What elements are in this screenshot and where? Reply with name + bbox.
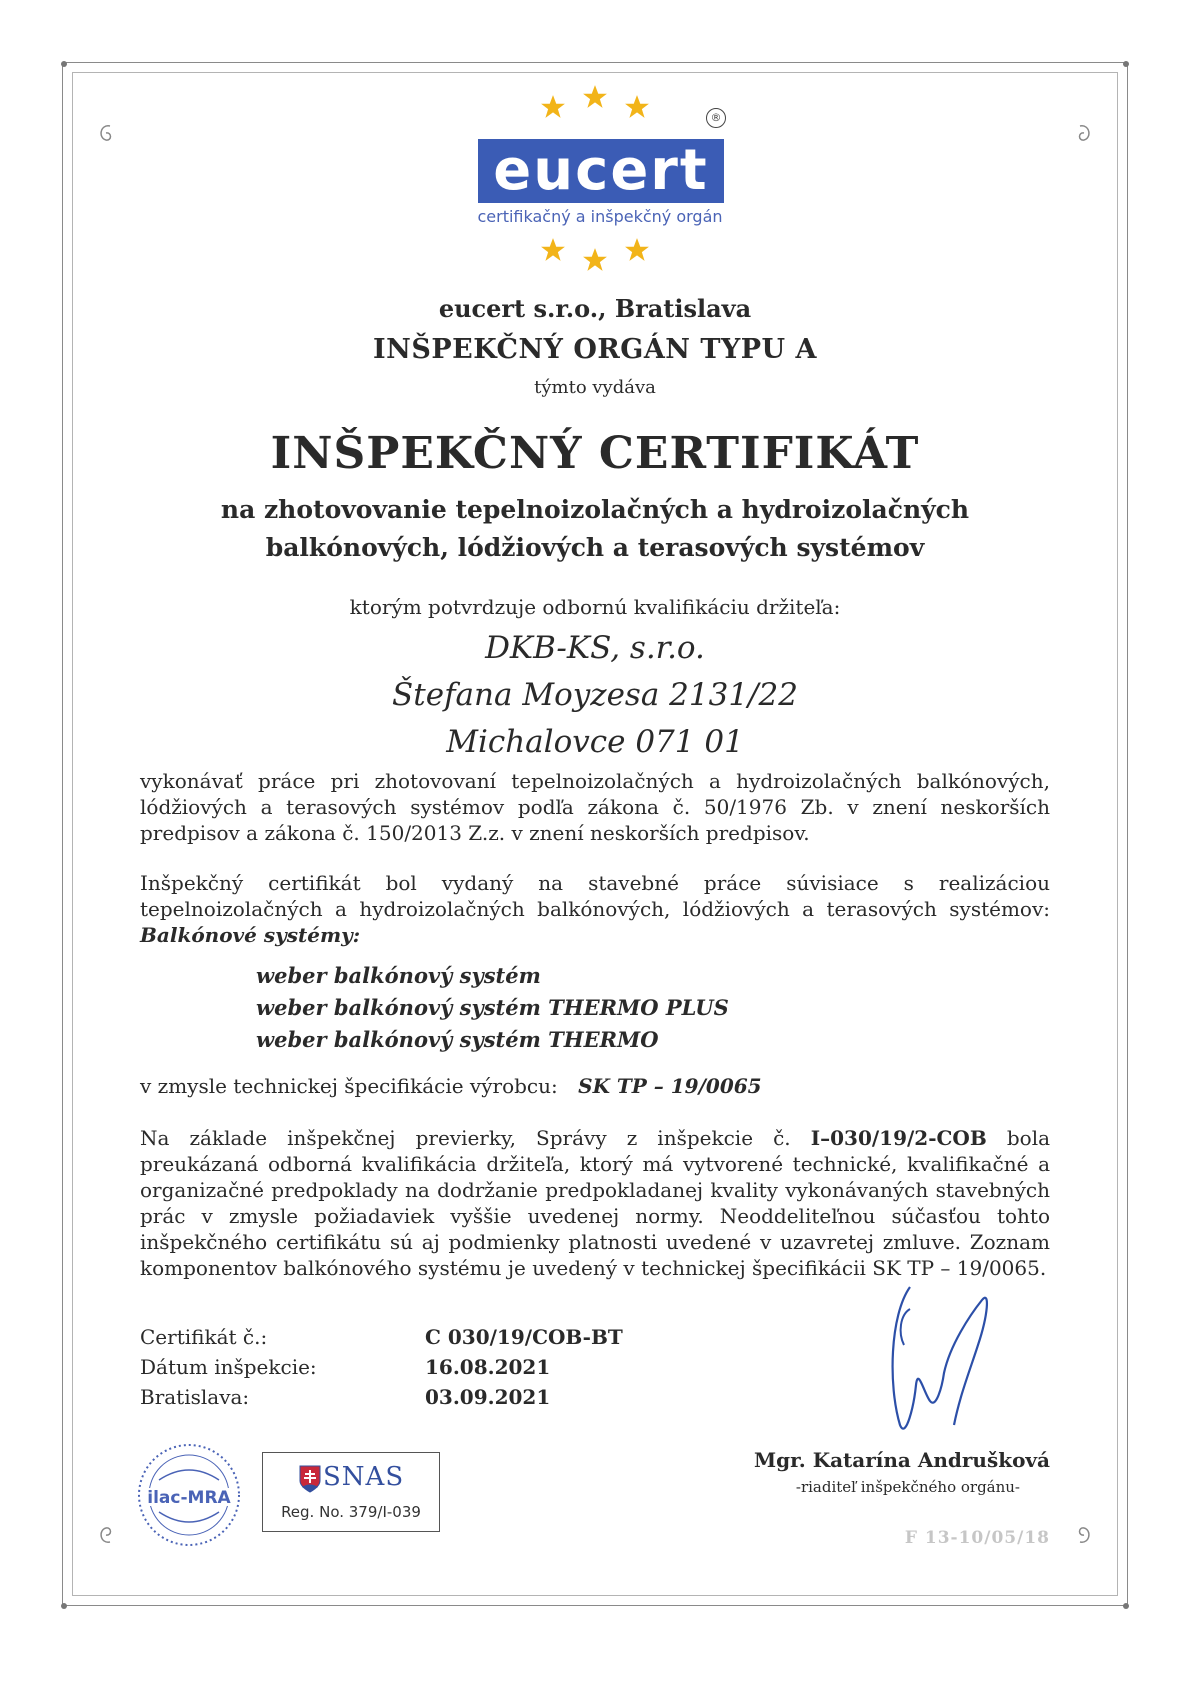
inspection-date-value: 16.08.2021 xyxy=(425,1355,551,1379)
signer-role: -riaditeľ inšpekčného orgánu- xyxy=(795,1478,1020,1496)
star-icon xyxy=(540,237,566,263)
signature-icon xyxy=(870,1275,1020,1440)
form-code: F 13-10/05/18 xyxy=(904,1528,1050,1548)
scroll-ornament-icon xyxy=(92,1520,120,1548)
inspection-text-before: Na základe inšpekčnej previerky, Správy z inšpekcie č. xyxy=(140,1126,791,1150)
spec-value: SK TP – 19/0065 xyxy=(578,1074,762,1098)
eucert-logo: eucert xyxy=(478,139,724,203)
corner-ornament-icon xyxy=(50,1592,78,1620)
scroll-ornament-icon xyxy=(92,120,120,148)
ilac-mra-text: ilac-MRA xyxy=(147,1488,231,1508)
issuer-name: eucert s.r.o., Bratislava xyxy=(438,294,752,323)
holder-name: DKB-KS, s.r.o. xyxy=(485,630,705,666)
inspection-paragraph xyxy=(140,1125,1050,1281)
holder-street: Štefana Moyzesa 2131/22 xyxy=(392,677,798,713)
slovak-coat-of-arms-icon xyxy=(299,1465,321,1493)
inspection-text-after: bola preukázaná odborná kvalifikácia držiteľa, ktorý má vytvorené technické, kvalifikačné a organizačné predpoklady na dodržanie predpokladanej kvality vykonávaných stavebných prác v zmysle požiadaviek vyššie uvedenej normy. Neoddeliteľnou súčasťou tohto inšpekčného certifikátu sú aj podmienky platnosti uvedené v uzavretej zmluve. Zoznam komponentov balkónového systému je uvedený v technickej špecifikácii SK TP – 19/0065. xyxy=(140,1126,1051,1280)
corner-ornament-icon xyxy=(1112,1592,1140,1620)
list-item: weber balkónový systém THERMO PLUS xyxy=(256,995,729,1020)
issue-date-value: 03.09.2021 xyxy=(425,1385,551,1409)
signer-name: Mgr. Katarína Andrušková xyxy=(753,1448,1050,1472)
inspection-date-label: Dátum inšpekcie: xyxy=(140,1355,317,1379)
spec-label: v zmysle technickej špecifikácie výrobcu: xyxy=(140,1074,558,1098)
inspection-report-number: I–030/19/2-COB xyxy=(810,1126,987,1150)
certificate-subtitle-line1: na zhotovovanie tepelnoizolačných a hydroizolačných xyxy=(220,495,970,524)
issued-for-paragraph xyxy=(140,870,1050,948)
scroll-ornament-icon xyxy=(1070,1520,1098,1548)
scope-paragraph: vykonávať práce pri zhotovovaní tepelnoizolačných a hydroizolačných balkónových, lódžiových a terasových systémov podľa zákona č. 50/1976 Zb. v znení neskorších predpisov a zákona č. 150/2013 Z.z. v znení neskorších predpisov. xyxy=(140,769,1050,845)
issue-place-label: Bratislava: xyxy=(140,1385,250,1409)
star-icon xyxy=(624,237,650,263)
logo-subtitle: certifikačný a inšpekčný orgán xyxy=(477,207,723,226)
corner-ornament-icon xyxy=(50,50,78,78)
snas-logo-text: SNAS xyxy=(323,1462,405,1492)
confirms-text: ktorým potvrdzuje odbornú kvalifikáciu držiteľa: xyxy=(349,595,841,619)
registered-mark: ® xyxy=(706,108,726,128)
issued-for-text: Inšpekčný certifikát bol vydaný na stavebné práce súvisiace s realizáciou tepelnoizolačných a hydroizolačných balkónových, lódžiových a terasových systémov: xyxy=(140,871,1050,921)
hereby-issues: týmto vydáva xyxy=(534,377,656,398)
star-icon xyxy=(624,94,650,120)
systems-heading: Balkónové systémy: xyxy=(140,923,361,947)
list-item: weber balkónový systém THERMO xyxy=(256,1027,659,1052)
inspection-body-type: INŠPEKČNÝ ORGÁN TYPU A xyxy=(373,334,817,365)
certificate-title: INŠPEKČNÝ CERTIFIKÁT xyxy=(270,428,920,479)
scroll-ornament-icon xyxy=(1070,120,1098,148)
snas-accreditation-box xyxy=(262,1452,440,1532)
systems-list xyxy=(256,960,729,1056)
certificate-subtitle-line2: balkónových, lódžiových a terasových systémov xyxy=(265,533,925,562)
ilac-mra-seal-icon xyxy=(134,1440,244,1550)
snas-registration-number: Reg. No. 379/I-039 xyxy=(281,1503,421,1521)
star-icon xyxy=(540,94,566,120)
corner-ornament-icon xyxy=(1112,50,1140,78)
star-icon xyxy=(582,247,608,273)
certificate-number-label: Certifikát č.: xyxy=(140,1325,268,1349)
star-icon xyxy=(582,84,608,110)
list-item: weber balkónový systém xyxy=(256,963,541,988)
holder-city: Michalovce 071 01 xyxy=(446,724,744,760)
technical-spec-line xyxy=(140,1074,762,1098)
certificate-number-value: C 030/19/COB-BT xyxy=(425,1325,623,1349)
